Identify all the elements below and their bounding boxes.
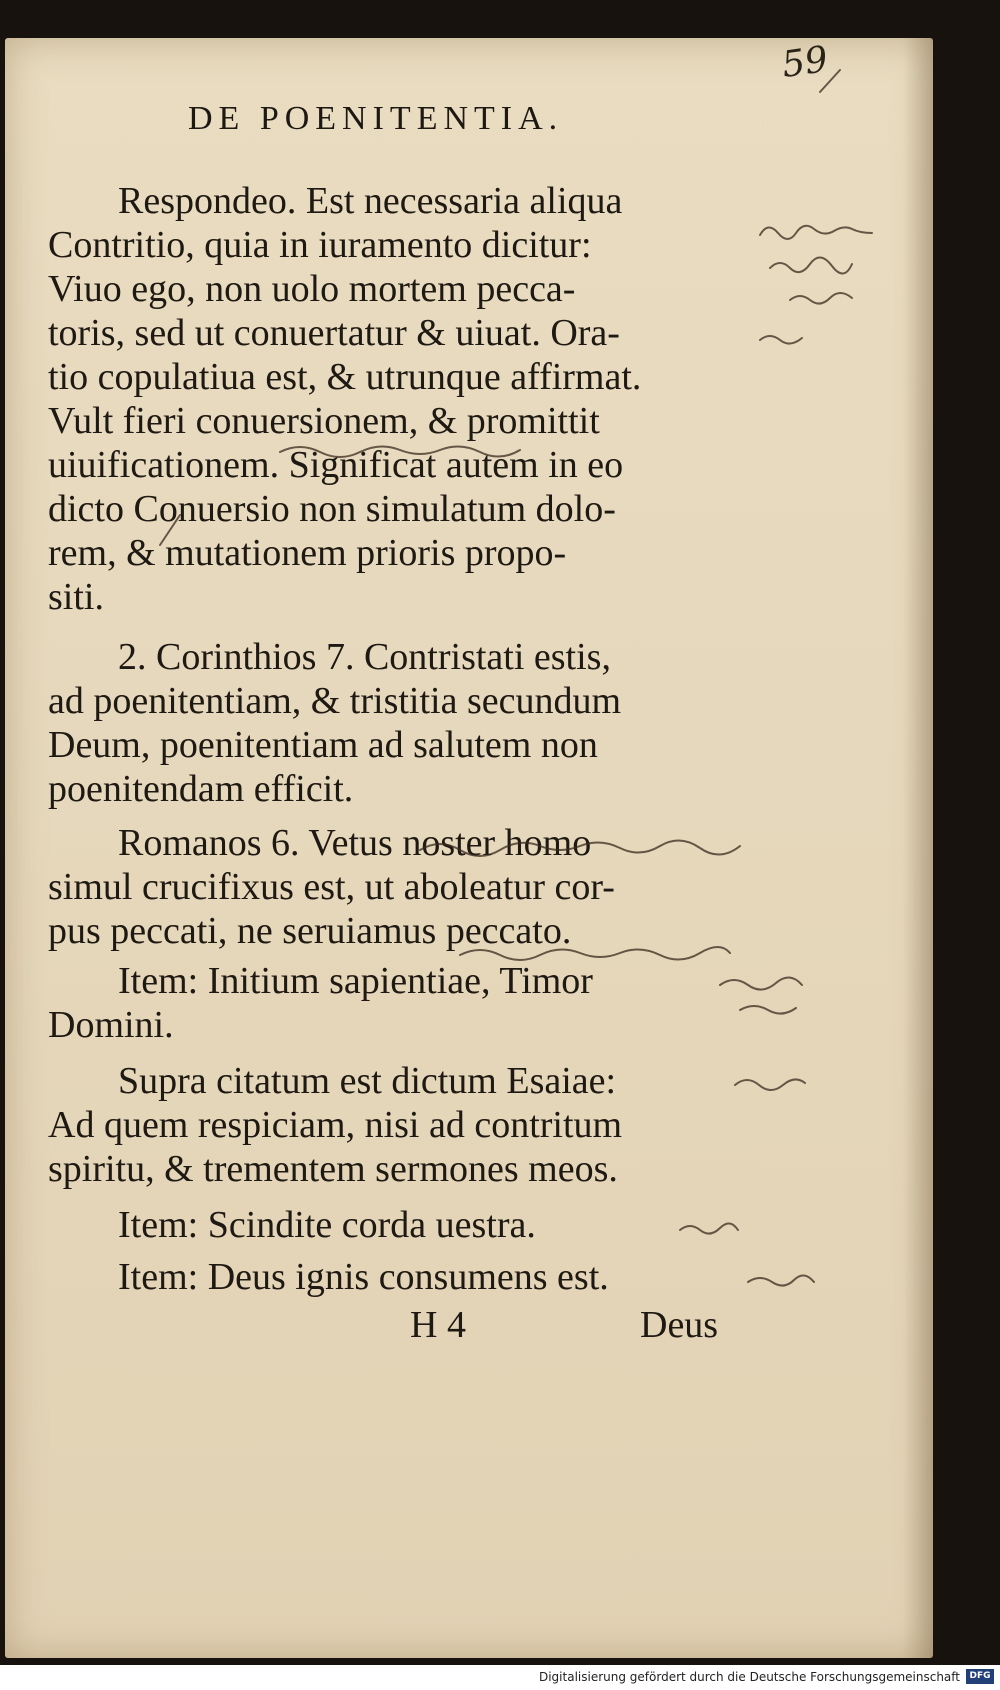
text-line: pus peccati, ne seruiamus peccato.: [48, 910, 572, 952]
text-line: Item: Initium sapientiae, Timor: [118, 960, 593, 1002]
text-line: simul crucifixus est, ut aboleatur cor-: [48, 866, 615, 908]
digitization-footer: [0, 1665, 1000, 1690]
text-line: siti.: [48, 576, 104, 618]
text-line: Contritio, quia in iuramento dicitur:: [48, 224, 592, 266]
text-line: 2. Corinthios 7. Contristati estis,: [118, 636, 611, 678]
text-line: spiritu, & trementem sermones meos.: [48, 1148, 618, 1190]
footer-credit: Digitalisierung gefördert durch die Deutsche Forschungsgemeinschaft: [538, 1670, 960, 1684]
text-line: Vult fieri conuersionem, & promittit: [48, 400, 600, 442]
text-line: tio copulatiua est, & utrunque affirmat.: [48, 356, 642, 398]
signature-mark: H 4: [410, 1304, 466, 1346]
text-line: poenitendam efficit.: [48, 768, 354, 810]
text-line: Ad quem respiciam, nisi ad contritum: [48, 1104, 623, 1146]
text-line: rem, & mutationem prioris propo-: [48, 532, 567, 574]
text-line: Supra citatum est dictum Esaiae:: [118, 1060, 617, 1102]
text-line: Deum, poenitentiam ad salutem non: [48, 724, 598, 766]
text-line: Romanos 6. Vetus noster homo: [118, 822, 592, 864]
text-line: toris, sed ut conuertatur & uiuat. Ora-: [48, 312, 620, 354]
text-line: ad poenitentiam, & tristitia secundum: [48, 680, 622, 722]
text-line: Domini.: [48, 1004, 174, 1046]
text-line: Item: Deus ignis consumens est.: [118, 1256, 609, 1298]
catchword: Deus: [640, 1304, 719, 1346]
text-line: dicto Conuersio non simulatum dolo-: [48, 488, 616, 530]
page-number: 59: [779, 39, 831, 86]
dfg-logo: DFG: [966, 1669, 994, 1684]
page-edge-shadow: [903, 38, 933, 1658]
text-line: Item: Scindite corda uestra.: [118, 1204, 536, 1246]
text-line: uiuificationem. Significat autem in eo: [48, 444, 624, 486]
text-line: Viuo ego, non uolo mortem pecca-: [48, 268, 576, 310]
running-header: DE POENITENTIA.: [188, 100, 564, 137]
text-line: Respondeo. Est necessaria aliqua: [118, 180, 623, 222]
